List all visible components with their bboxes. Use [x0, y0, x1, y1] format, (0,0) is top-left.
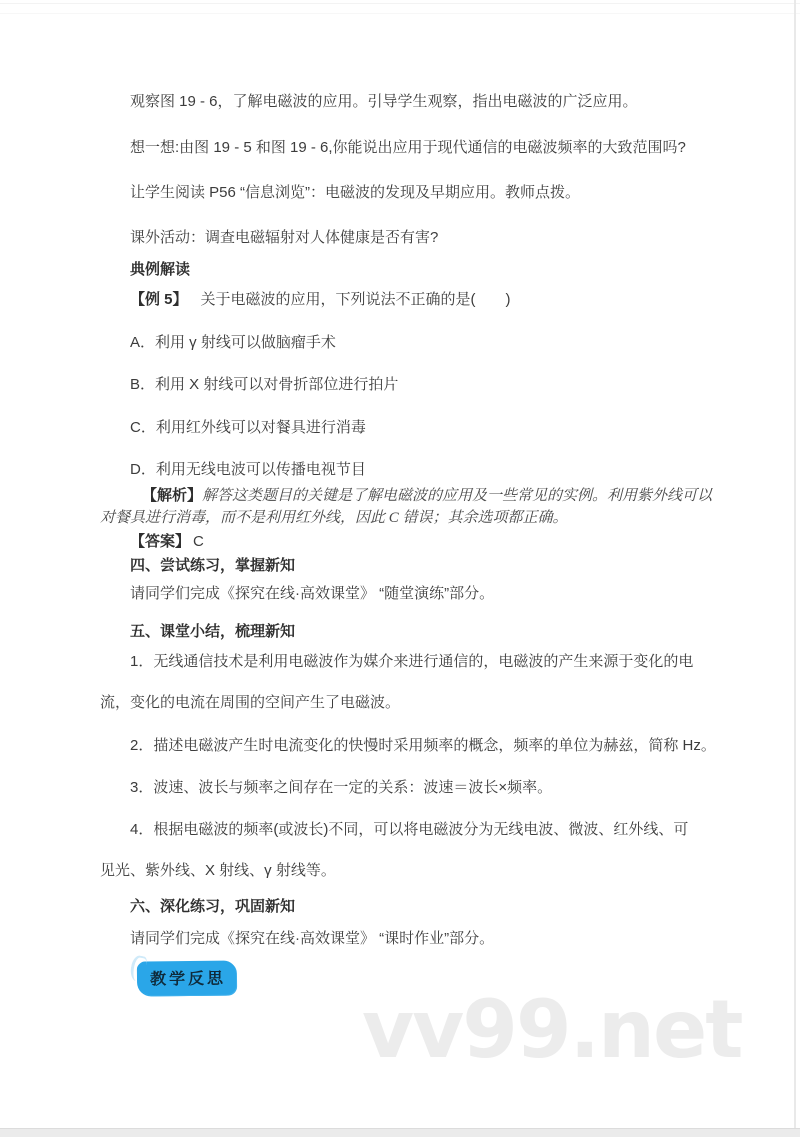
example-question-line: [100, 290, 700, 309]
teaching-reflection-badge-label: 教学反思: [149, 970, 227, 989]
summary-point-4-line-1: 4．根据电磁波的频率(或波长)不同，可以将电磁波分为无线电波、微波、红外线、可: [130, 821, 689, 838]
summary-point-1-line-1: 1．无线通信技术是利用电磁波作为媒介来进行通信的，电磁波的产生来源于变化的电: [130, 653, 694, 670]
paragraph-think-question: 想一想:由图 19 - 5 和图 19 - 6,你能说出应用于现代通信的电磁波频率的大致范围吗?: [130, 139, 686, 156]
analysis-line-2: 对餐具进行消毒，而不是利用红外线，因此 C 错误；其余选项都正确。: [100, 510, 568, 526]
paragraph-observe-figure: 观察图 19 - 6，了解电磁波的应用。引导学生观察，指出电磁波的广泛应用。: [130, 93, 638, 110]
heading-section-5: 五、课堂小结，梳理新知: [130, 623, 296, 640]
summary-point-2: 2．描述电磁波产生时电流变化的快慢时采用频率的概念，频率的单位为赫兹，简称 Hz。: [130, 737, 716, 754]
section-6-body: 请同学们完成《探究在线·高效课堂》 “课时作业”部分。: [130, 930, 495, 947]
answer-label: 【答案】: [130, 533, 191, 550]
analysis-line-1: [100, 486, 713, 506]
analysis-text-1: 解答这类题目的关键是了解电磁波的应用及一些常见的实例。利用紫外线可以: [202, 488, 713, 504]
page-bottom-strip: [0, 1128, 800, 1137]
badge-swoosh-decoration: [128, 954, 148, 982]
option-b: B．利用 X 射线可以对骨折部位进行拍片: [130, 376, 399, 393]
analysis-label: 【解析】: [142, 487, 203, 504]
summary-point-1-line-2: 流，变化的电流在周围的空间产生了电磁波。: [100, 694, 401, 711]
heading-example-analysis-section: 典例解读: [130, 261, 191, 278]
teaching-reflection-badge: [138, 960, 236, 995]
example-label: 【例 5】: [130, 291, 188, 308]
paragraph-student-reading: 让学生阅读 P56 “信息浏览”：电磁波的发现及早期应用。教师点拨。: [130, 184, 581, 201]
watermark-text: vv99.net: [362, 983, 742, 1076]
heading-section-6: 六、深化练习，巩固新知: [130, 898, 296, 915]
answer-line: [100, 532, 700, 551]
option-d: D．利用无线电波可以传播电视节目: [130, 461, 366, 478]
option-c: C．利用红外线可以对餐具进行消毒: [130, 419, 366, 436]
section-4-body: 请同学们完成《探究在线·高效课堂》 “随堂演练”部分。: [130, 585, 495, 602]
answer-value: C: [193, 533, 204, 550]
paragraph-extracurricular-activity: 课外活动：调查电磁辐射对人体健康是否有害?: [130, 229, 439, 246]
option-a: A．利用 γ 射线可以做脑瘤手术: [130, 334, 336, 351]
example-question-text: 关于电磁波的应用，下列说法不正确的是( ): [200, 291, 511, 308]
summary-point-3: 3．波速、波长与频率之间存在一定的关系：波速＝波长×频率。: [130, 779, 553, 796]
page-top-edge-line-2: [0, 13, 800, 14]
page-top-edge-line: [0, 3, 800, 4]
summary-point-4-line-2: 见光、紫外线、X 射线、γ 射线等。: [100, 862, 336, 879]
heading-section-4: 四、尝试练习，掌握新知: [130, 557, 296, 574]
page-right-edge-line: [794, 0, 796, 1128]
